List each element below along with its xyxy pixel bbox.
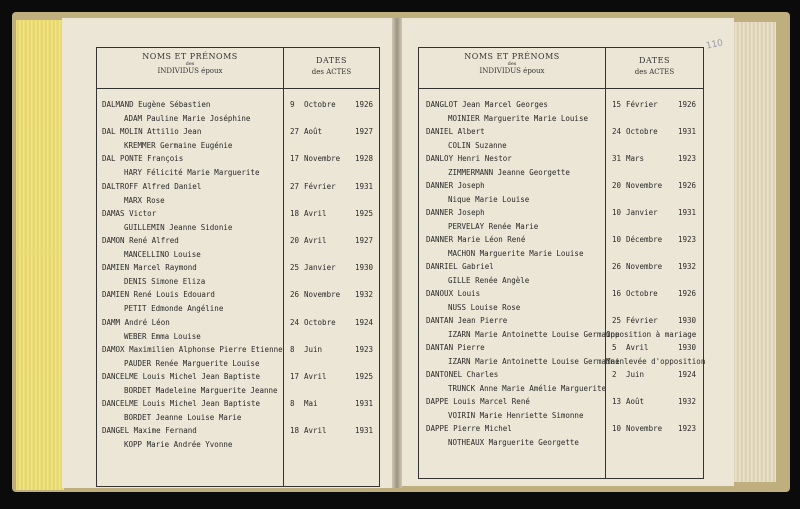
book-gutter — [392, 18, 402, 488]
husband-name: DAPPE Pierre Michel — [426, 424, 512, 433]
act-month: Avril — [304, 372, 327, 381]
act-year: 1931 — [355, 399, 374, 409]
dates-column-header — [284, 56, 379, 76]
act-day: 27 — [290, 181, 300, 191]
dates-title: DATES — [316, 56, 347, 65]
act-day: 9 — [290, 100, 295, 109]
wife-name: GILLE Renée Angèle — [448, 276, 530, 285]
husband-name: DANTAN Pierre — [426, 343, 485, 352]
wife-name: NUSS Louise Rose — [448, 303, 521, 312]
act-day: 20 — [290, 236, 300, 245]
individus-label: INDIVIDUS — [157, 67, 199, 75]
act-day: 25 — [612, 316, 622, 325]
act-day: 17 — [290, 372, 300, 381]
husband-name: DANCELME Louis Michel Jean Baptiste — [102, 372, 261, 381]
act-month: Janvier — [626, 208, 658, 217]
husband-name: DANLOY Henri Nestor — [426, 154, 512, 163]
act-year: 1926 — [678, 100, 697, 109]
epoux-label: époux — [201, 67, 223, 75]
act-year: 1923 — [355, 344, 374, 354]
act-day: 5 — [612, 343, 617, 352]
act-year: 1925 — [355, 372, 374, 381]
act-year: 1925 — [355, 208, 374, 218]
wife-name: KOPP Marie Andrée Yvonne — [124, 440, 233, 450]
act-month: Décembre — [626, 235, 663, 244]
act-year: 1926 — [678, 181, 697, 190]
husband-name: DAMIEN René Louis Edouard — [102, 290, 215, 300]
wife-name: GUILLEMIN Jeanne Sidonie — [124, 222, 233, 232]
wife-name: PERVELAY Renée Marie — [448, 222, 539, 231]
act-year: 1931 — [355, 181, 374, 191]
act-month: Novembre — [304, 154, 341, 164]
act-day: 20 — [612, 181, 622, 190]
wife-name: COLIN Suzanne — [448, 141, 507, 150]
act-year: 1930 — [355, 263, 374, 273]
act-day: 24 — [290, 317, 300, 327]
husband-name: DANTONEL Charles — [426, 370, 499, 379]
dates-title: DATES — [639, 56, 670, 65]
wife-name: PETIT Edmonde Angéline — [124, 304, 224, 314]
act-month: Octobre — [304, 100, 336, 109]
act-year: 1931 — [355, 426, 374, 436]
act-year: 1924 — [678, 370, 697, 379]
wife-name: MARX Rose — [124, 195, 165, 205]
wife-name: MACHON Marguerite Marie Louise — [448, 249, 584, 258]
individus-label: INDIVIDUS — [479, 67, 521, 75]
epoux-label: époux — [523, 67, 545, 75]
act-month: Juin — [304, 344, 323, 354]
act-month: Août — [304, 127, 323, 137]
act-month: Octobre — [626, 127, 658, 136]
act-month: Novembre — [626, 262, 663, 271]
act-year: 1931 — [678, 127, 697, 136]
act-day: 26 — [612, 262, 622, 271]
act-month: Avril — [304, 236, 327, 245]
act-year: 1928 — [355, 154, 374, 164]
act-month: Mai — [304, 399, 318, 409]
husband-name: DANNER Joseph — [426, 208, 485, 217]
act-day: 10 — [612, 208, 622, 217]
act-month: Avril — [304, 208, 327, 218]
act-month: Février — [304, 181, 336, 191]
act-month: Avril — [304, 426, 327, 436]
header-divider — [97, 88, 379, 89]
act-month: Février — [626, 316, 658, 325]
noms-title: NOMS ET PRÉNOMS — [464, 52, 560, 61]
husband-name: DANTAN Jean Pierre — [426, 316, 508, 325]
act-day: 26 — [290, 290, 300, 300]
page-edges-right — [732, 22, 776, 482]
husband-name: DANNER Joseph — [426, 181, 485, 190]
act-year: 1927 — [355, 127, 374, 137]
husband-name: DAMAS Victor — [102, 208, 157, 218]
wife-name: NOTHEAUX Marguerite Georgette — [448, 438, 579, 447]
wife-name: TRUNCK Anne Marie Amélie Marguerite — [448, 384, 607, 393]
act-month: Novembre — [626, 181, 663, 190]
act-note: Opposition à mariage — [606, 330, 697, 339]
husband-name: DALMAND Eugène Sébastien — [102, 100, 211, 109]
names-column-header — [419, 52, 605, 75]
act-month: Février — [626, 100, 658, 109]
act-month: Avril — [626, 343, 649, 352]
husband-name: DAPPE Louis Marcel René — [426, 397, 530, 406]
act-month: Novembre — [304, 290, 341, 300]
act-month: Juin — [626, 370, 645, 379]
wife-name: HARY Félicité Marie Marguerite — [124, 168, 260, 178]
header-divider — [419, 88, 703, 89]
act-month: Novembre — [626, 424, 663, 433]
act-day: 8 — [290, 344, 295, 354]
wife-name: MANCELLINO Louise — [124, 250, 201, 259]
act-day: 8 — [290, 399, 295, 409]
husband-name: DAMON René Alfred — [102, 236, 179, 245]
husband-name: DAL PONTE François — [102, 154, 184, 164]
dates-column-header — [606, 56, 703, 76]
act-year: 1926 — [355, 100, 374, 109]
wife-name: MOINIER Marguerite Marie Louise — [448, 114, 588, 123]
husband-name: DAMIEN Marcel Raymond — [102, 263, 197, 273]
husband-name: DANRIEL Gabriel — [426, 262, 494, 271]
act-day: 18 — [290, 426, 300, 436]
wife-name: VOIRIN Marie Henriette Simonne — [448, 411, 584, 420]
act-month: Août — [626, 397, 645, 406]
act-day: 10 — [612, 424, 622, 433]
act-year: 1932 — [678, 397, 697, 406]
act-year: 1931 — [678, 208, 697, 217]
wife-name: KREMMER Germaine Eugénie — [124, 141, 233, 151]
act-day: 27 — [290, 127, 300, 137]
noms-title: NOMS ET PRÉNOMS — [142, 52, 238, 61]
act-year: 1932 — [678, 262, 697, 271]
act-year: 1923 — [678, 235, 697, 244]
noms-des: des — [507, 61, 517, 67]
husband-name: DANOUX Louis — [426, 289, 481, 298]
act-day: 2 — [612, 370, 617, 379]
husband-name: DANCELME Louis Michel Jean Baptiste — [102, 399, 261, 409]
act-day: 10 — [612, 235, 622, 244]
act-note: Mainlevée d'opposition — [606, 357, 706, 366]
wife-name: ZIMMERMANN Jeanne Georgette — [448, 168, 570, 177]
husband-name: DANNER Marie Léon René — [426, 235, 526, 244]
act-year: 1923 — [678, 154, 697, 163]
husband-name: DANIEL Albert — [426, 127, 485, 136]
act-year: 1924 — [355, 317, 374, 327]
act-year: 1932 — [355, 290, 374, 300]
names-column-header — [97, 52, 283, 75]
page-edges-left — [16, 20, 64, 490]
act-day: 17 — [290, 154, 300, 164]
column-divider — [605, 48, 606, 478]
husband-name: DAMM André Léon — [102, 317, 170, 327]
husband-name: DANGLOT Jean Marcel Georges — [426, 100, 548, 109]
column-divider — [283, 48, 284, 486]
wife-name: PAUDER Renée Marguerite Louise — [124, 358, 260, 368]
wife-name: IZARN Marie Antoinette Louise Germaine — [448, 330, 620, 339]
des-actes-label: des ACTES — [311, 68, 352, 76]
husband-name: DALTROFF Alfred Daniel — [102, 181, 202, 191]
act-year: 1923 — [678, 424, 697, 433]
act-day: 24 — [612, 127, 622, 136]
wife-name: DENIS Simone Eliza — [124, 277, 206, 287]
act-year: 1930 — [678, 343, 697, 352]
act-month: Janvier — [304, 263, 336, 273]
wife-name: WEBER Emma Louise — [124, 331, 201, 341]
wife-name: IZARN Marie Antoinette Louise Germaine — [448, 357, 620, 366]
des-actes-label: des ACTES — [634, 68, 675, 76]
husband-name: DAL MOLIN Attilio Jean — [102, 127, 202, 137]
wife-name: BORDET Jeanne Louise Marie — [124, 413, 242, 423]
wife-name: Nique Marie Louise — [448, 195, 530, 204]
act-month: Mars — [626, 154, 645, 163]
act-day: 18 — [290, 208, 300, 218]
pencil-page-number: 110 — [705, 38, 725, 52]
act-day: 25 — [290, 263, 300, 273]
husband-name: DANGEL Maxime Fernand — [102, 426, 197, 436]
act-year: 1930 — [678, 316, 697, 325]
wife-name: ADAM Pauline Marie Joséphine — [124, 114, 251, 123]
act-day: 13 — [612, 397, 622, 406]
wife-name: BORDET Madeleine Marguerite Jeanne — [124, 386, 278, 395]
act-month: Octobre — [626, 289, 658, 298]
act-day: 16 — [612, 289, 622, 298]
noms-des: des — [185, 61, 195, 67]
act-month: Octobre — [304, 317, 336, 327]
act-day: 15 — [612, 100, 622, 109]
act-year: 1927 — [355, 236, 374, 245]
husband-name: DAMOX Maximilien Alphonse Pierre Etienne — [102, 344, 283, 354]
act-day: 31 — [612, 154, 622, 163]
act-year: 1926 — [678, 289, 697, 298]
